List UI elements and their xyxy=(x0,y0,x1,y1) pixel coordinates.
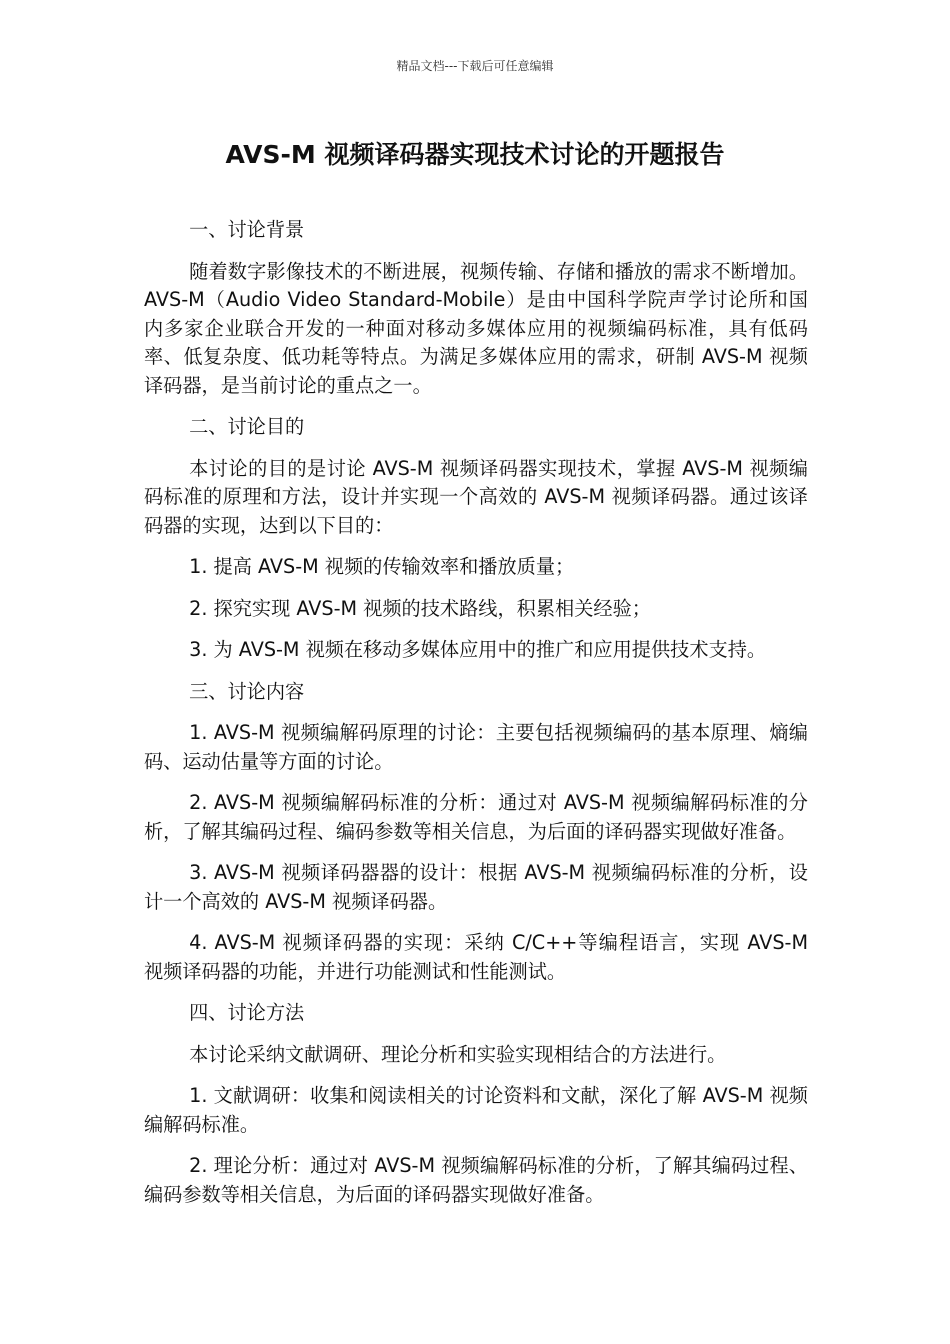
content-item-2: 2. AVS-M 视频编解码标准的分析：通过对 AVS-M 视频编解码标准的分析，了解其编码过程、编码参数等相关信息，为后面的译码器实现做好准备。 xyxy=(144,791,808,843)
method-item-2: 2. 理论分析：通过对 AVS-M 视频编解码标准的分析，了解其编码过程、编码参数等相关信息，为后面的译码器实现做好准备。 xyxy=(144,1154,808,1206)
document-body xyxy=(144,216,808,1222)
method-item-1: 1. 文献调研：收集和阅读相关的讨论资料和文献，深化了解 AVS-M 视频编解码标准。 xyxy=(144,1084,808,1136)
document-title: AVS-M 视频译码器实现技术讨论的开题报告 xyxy=(225,140,725,169)
section-heading-background: 一、讨论背景 xyxy=(189,218,305,241)
paragraph-background: 随着数字影像技术的不断进展，视频传输、存储和播放的需求不断增加。AVS-M（Audio Video Standard-Mobile）是由中国科学院声学讨论所和国内多家企业联合开发的一种面对移动多媒体应用的视频编码标准，具有低码率、低复杂度、低功耗等特点。为满足多媒体应用的需求，研制 AVS-M 视频译码器，是当前讨论的重点之一。 xyxy=(144,259,808,397)
section-heading-purpose: 二、讨论目的 xyxy=(189,415,305,438)
content-item-1: 1. AVS-M 视频编解码原理的讨论：主要包括视频编码的基本原理、熵编码、运动估量等方面的讨论。 xyxy=(144,721,808,773)
content-item-4: 4. AVS-M 视频译码器的实现：采纳 C/C++等编程语言，实现 AVS-M 视频译码器的功能，并进行功能测试和性能测试。 xyxy=(144,931,808,983)
purpose-item-2: 2. 探究实现 AVS-M 视频的技术路线，积累相关经验； xyxy=(189,596,651,620)
paragraph-purpose: 本讨论的目的是讨论 AVS-M 视频译码器实现技术，掌握 AVS-M 视频编码标准的原理和方法，设计并实现一个高效的 AVS-M 视频译码器。通过该译码器的实现，达到以下目的： xyxy=(144,456,808,537)
paragraph-method: 本讨论采纳文献调研、理论分析和实验实现相结合的方法进行。 xyxy=(189,1042,727,1066)
purpose-item-3: 3. 为 AVS-M 视频在移动多媒体应用中的推广和应用提供技术支持。 xyxy=(189,638,767,661)
section-heading-content: 三、讨论内容 xyxy=(189,679,305,703)
content-item-3: 3. AVS-M 视频译码器器的设计：根据 AVS-M 视频编码标准的分析，设计一个高效的 AVS-M 视频译码器。 xyxy=(144,861,808,913)
section-heading-method: 四、讨论方法 xyxy=(189,1001,305,1024)
purpose-item-1: 1. 提高 AVS-M 视频的传输效率和播放质量； xyxy=(189,555,575,578)
header-watermark: 精品文档---下载后可任意编辑 xyxy=(396,59,554,73)
